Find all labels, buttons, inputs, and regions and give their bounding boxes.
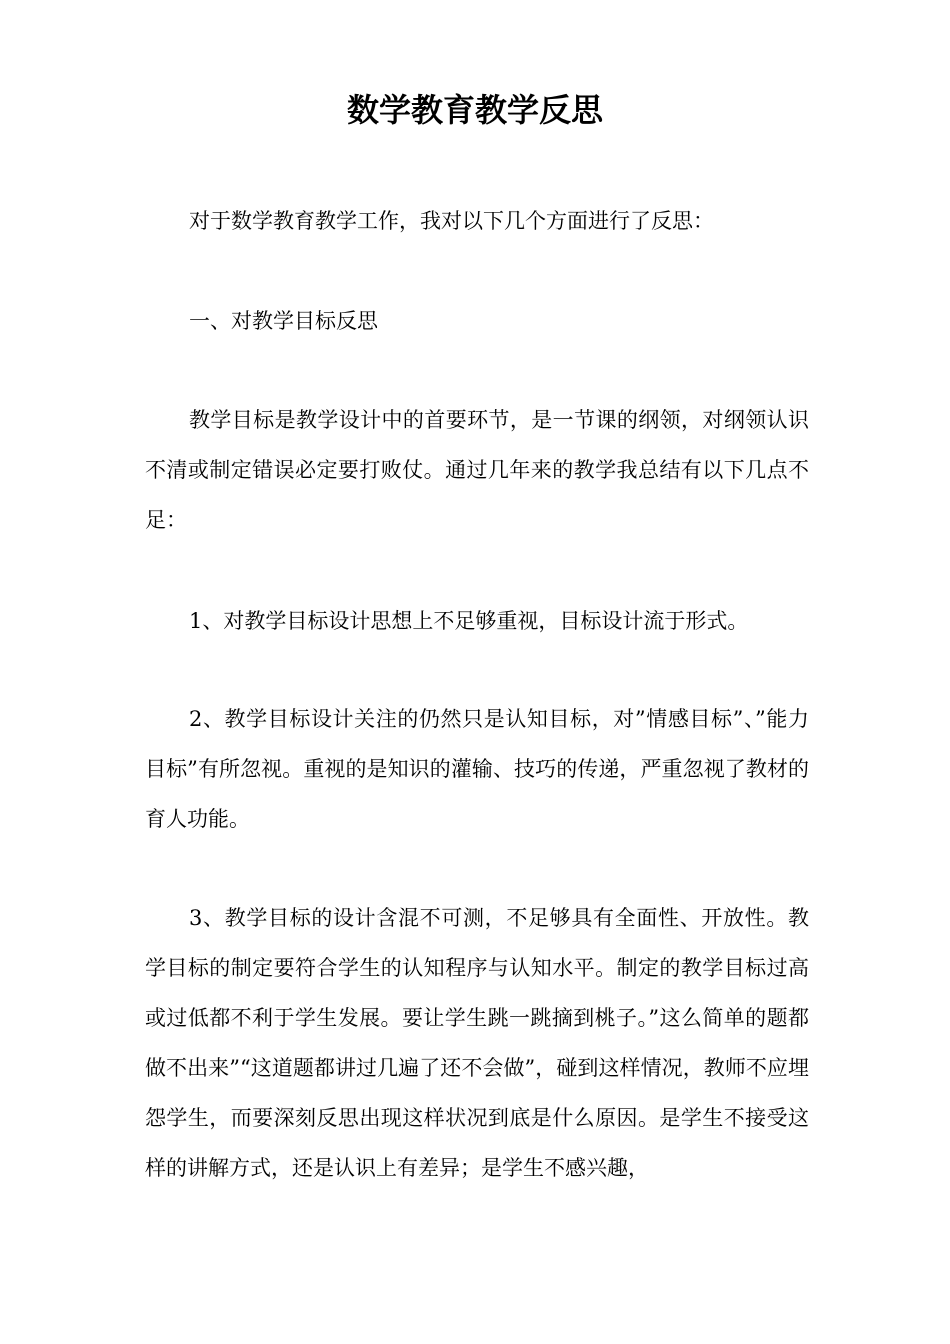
section-heading-teaching-goals: 一、对教学目标反思 <box>189 309 378 333</box>
list-item-3: 3、教学目标的设计含混不可测，不足够具有全面性、开放性。教学目标的制定要符合学生的认知程序与认知水平。制定的教学目标过高或过低都不利于学生发展。要让学生跳一跳摘到桃子。”这么简单的题都做不出来”“这道题都讲过几遍了还不会做”，碰到这样情况，教师不应埋怨学生，而要深刻反思出现这样状况到底是什么原因。是学生不接受这样的讲解方式，还是认识上有差异；是学生不感兴趣， <box>145 906 809 1180</box>
goal-paragraph: 教学目标是教学设计中的首要环节，是一节课的纲领，对纲领认识不清或制定错误必定要打败仗。通过几年来的教学我总结有以下几点不足： <box>145 408 809 532</box>
intro-paragraph: 对于数学教育教学工作，我对以下几个方面进行了反思： <box>189 209 714 233</box>
list-item-1: 1、对教学目标设计思想上不足够重视，目标设计流于形式。 <box>189 609 749 633</box>
list-item-2: 2、教学目标设计关注的仍然只是认知目标，对”情感目标”、”能力目标”有所忽视。重视的是知识的灌输、技巧的传递，严重忽视了教材的育人功能。 <box>145 707 809 831</box>
page-title: 数学教育教学反思 <box>346 91 603 129</box>
